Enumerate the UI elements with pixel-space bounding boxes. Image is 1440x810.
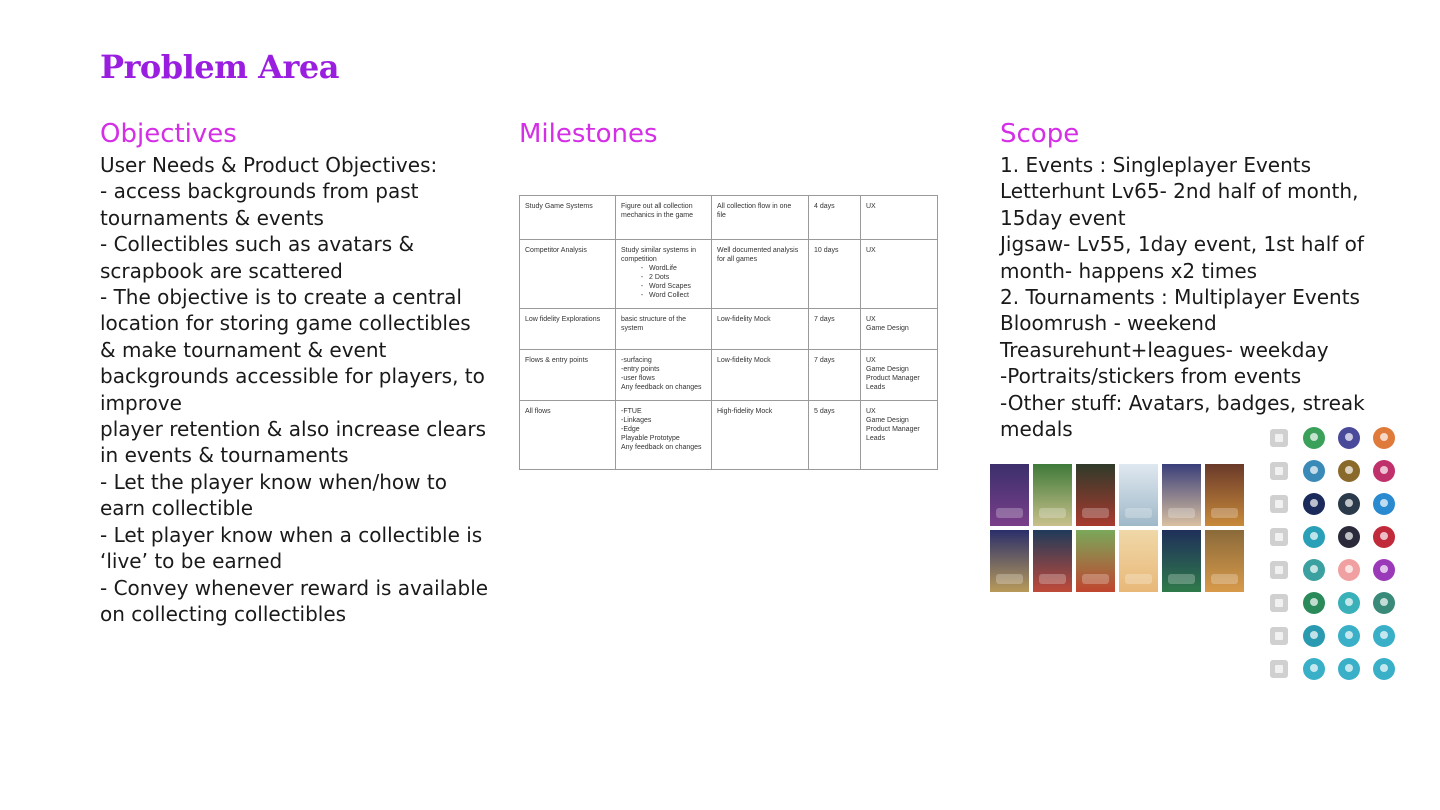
table-cell-task — [520, 401, 616, 470]
cell-text: basic structure of the system — [621, 316, 686, 332]
cell-text: -FTUE -Linkages -Edge Playable Prototype Any feedback on changes — [621, 408, 702, 451]
text-line: -Other stuff: Avatars, badges, streak — [1000, 390, 1365, 415]
background-thumbnail — [1033, 530, 1072, 592]
text-line: - access backgrounds from past — [100, 179, 419, 204]
table-cell-output — [712, 309, 809, 350]
background-thumbnail — [1205, 530, 1244, 592]
text-line: - Collectibles such as avatars & — [100, 232, 415, 257]
text-line: Jigsaw- Lv55, 1day event, 1st half of — [1000, 232, 1364, 257]
scope-heading: Scope — [1000, 119, 1080, 149]
collectible-icon — [1338, 592, 1360, 614]
text-line: in events & tournaments — [100, 443, 349, 468]
text-line: 1. Events : Singleplayer Events — [1000, 153, 1312, 177]
table-row — [520, 240, 938, 309]
collectible-icon — [1303, 427, 1325, 449]
collectible-icon — [1373, 559, 1395, 581]
table-cell-output — [712, 240, 809, 309]
cell-text: UX Game Design Product Manager Leads — [866, 408, 920, 442]
table-row — [520, 309, 938, 350]
collectible-icon — [1338, 526, 1360, 548]
category-icon — [1270, 561, 1288, 579]
table-row — [520, 196, 938, 240]
table-cell-details — [616, 350, 712, 401]
table-cell-owner — [861, 401, 938, 470]
text-line: User Needs & Product Objectives: — [100, 153, 438, 177]
background-thumbnail — [1076, 464, 1115, 526]
collectible-icon — [1303, 526, 1325, 548]
cell-text: High-fidelity Mock — [717, 408, 773, 415]
background-thumbnail — [1076, 530, 1115, 592]
text-line: - Convey whenever reward is available — [100, 575, 489, 600]
cell-text: UX — [866, 247, 876, 254]
table-cell-details — [616, 196, 712, 240]
category-icon — [1270, 594, 1288, 612]
table-cell-details — [616, 240, 712, 309]
milestones-section — [519, 116, 939, 152]
cell-text: Well documented analysis for all games — [717, 247, 799, 263]
milestones-table — [519, 195, 938, 470]
table-cell-details — [616, 309, 712, 350]
collectible-icon — [1373, 460, 1395, 482]
collectible-icon — [1373, 427, 1395, 449]
text-line: player retention & also increase clears — [100, 417, 486, 442]
text-line: on collecting collectibles — [100, 601, 347, 626]
cell-text: Low fidelity Explorations — [525, 316, 601, 323]
table-cell-time — [809, 401, 861, 470]
table-cell-details — [616, 401, 712, 470]
list-item: - Word Scapes — [649, 282, 706, 291]
table-cell-task — [520, 196, 616, 240]
table-cell-output — [712, 401, 809, 470]
cell-text: Competitor Analysis — [525, 247, 587, 254]
table-cell-task — [520, 350, 616, 401]
page-title: Problem Area — [100, 48, 339, 86]
background-thumbnail — [1033, 464, 1072, 526]
text-line: month- happens x2 times — [1000, 258, 1258, 283]
text-line: 2. Tournaments : Multiplayer Events — [1000, 285, 1360, 310]
objectives-text — [100, 152, 489, 627]
scope-section — [1000, 116, 1365, 442]
list-item: - 2 Dots — [649, 273, 706, 282]
table-cell-time — [809, 196, 861, 240]
collectible-icon — [1373, 625, 1395, 647]
category-icon — [1270, 528, 1288, 546]
cell-text: Study similar systems in competition — [621, 247, 697, 263]
cell-text: Figure out all collection mechanics in the game — [621, 203, 693, 219]
cell-text: UX — [866, 203, 876, 210]
category-icon — [1270, 429, 1288, 447]
cell-text: 7 days — [814, 357, 835, 364]
collectible-icon — [1338, 493, 1360, 515]
cell-text: 4 days — [814, 203, 835, 210]
text-line: Letterhunt Lv65- 2nd half of month, — [1000, 179, 1359, 204]
collectible-icon — [1338, 427, 1360, 449]
collectible-icon — [1373, 658, 1395, 680]
text-line: location for storing game collectibles — [100, 311, 471, 336]
table-cell-time — [809, 240, 861, 309]
cell-text: Study Game Systems — [525, 203, 593, 210]
collectible-icon — [1338, 625, 1360, 647]
table-row — [520, 401, 938, 470]
collectible-icon — [1338, 658, 1360, 680]
category-icon — [1270, 627, 1288, 645]
scope-text — [1000, 152, 1365, 442]
table-cell-output — [712, 350, 809, 401]
text-line: - Let the player know when/how to — [100, 469, 447, 494]
text-line: - The objective is to create a central — [100, 285, 462, 310]
cell-text: 7 days — [814, 316, 835, 323]
background-thumbnail — [1162, 530, 1201, 592]
table-cell-owner — [861, 309, 938, 350]
cell-sublist — [621, 264, 706, 300]
background-thumbnail — [1119, 464, 1158, 526]
background-thumbnail — [1205, 464, 1244, 526]
background-thumbnail — [1162, 464, 1201, 526]
text-line: Bloomrush - weekend — [1000, 311, 1217, 336]
text-line: scrapbook are scattered — [100, 258, 343, 283]
cell-text: All collection flow in one file — [717, 203, 792, 219]
collectible-icon — [1338, 460, 1360, 482]
text-line: tournaments & events — [100, 205, 324, 230]
category-icon — [1270, 660, 1288, 678]
table-cell-owner — [861, 240, 938, 309]
collectible-icon — [1303, 460, 1325, 482]
objectives-heading: Objectives — [100, 119, 237, 149]
cell-text: UX Game Design Product Manager Leads — [866, 357, 920, 391]
text-line: improve — [100, 390, 182, 415]
text-line: backgrounds accessible for players, to — [100, 364, 485, 389]
table-cell-task — [520, 309, 616, 350]
category-icon — [1270, 495, 1288, 513]
milestones-heading: Milestones — [519, 119, 658, 149]
list-item: - Word Collect — [649, 291, 706, 300]
text-line: ‘live’ to be earned — [100, 549, 283, 574]
table-cell-owner — [861, 350, 938, 401]
cell-text: UX Game Design — [866, 316, 909, 332]
cell-text: -surfacing -entry points -user flows Any feedback on changes — [621, 357, 702, 391]
background-thumbnail — [990, 530, 1029, 592]
collectible-icons-grid — [1268, 427, 1395, 680]
cell-text: Low-fidelity Mock — [717, 357, 771, 364]
text-line: earn collectible — [100, 496, 254, 521]
table-cell-owner — [861, 196, 938, 240]
background-thumbnails — [990, 464, 1244, 592]
text-line: & make tournament & event — [100, 337, 387, 362]
text-line: - Let player know when a collectible is — [100, 522, 483, 547]
cell-text: 5 days — [814, 408, 835, 415]
text-line: medals — [1000, 417, 1073, 442]
table-cell-time — [809, 309, 861, 350]
cell-text: Low-fidelity Mock — [717, 316, 771, 323]
collectible-icon — [1373, 526, 1395, 548]
objectives-section — [100, 116, 489, 627]
text-line: Treasurehunt+leagues- weekday — [1000, 337, 1329, 362]
table-cell-output — [712, 196, 809, 240]
table-cell-task — [520, 240, 616, 309]
category-icon — [1270, 462, 1288, 480]
cell-text: Flows & entry points — [525, 357, 589, 364]
text-line: 15day event — [1000, 205, 1126, 230]
background-thumbnail — [1119, 530, 1158, 592]
collectible-icon — [1303, 658, 1325, 680]
collectible-icon — [1303, 559, 1325, 581]
list-item: - WordLife — [649, 264, 706, 273]
collectible-icon — [1338, 559, 1360, 581]
cell-text: 10 days — [814, 247, 839, 254]
cell-text: All flows — [525, 408, 551, 415]
collectible-icon — [1373, 592, 1395, 614]
collectible-icon — [1303, 625, 1325, 647]
table-cell-time — [809, 350, 861, 401]
text-line: -Portraits/stickers from events — [1000, 364, 1302, 389]
background-thumbnail — [990, 464, 1029, 526]
table-row — [520, 350, 938, 401]
collectible-icon — [1303, 493, 1325, 515]
collectible-icon — [1303, 592, 1325, 614]
collectible-icon — [1373, 493, 1395, 515]
